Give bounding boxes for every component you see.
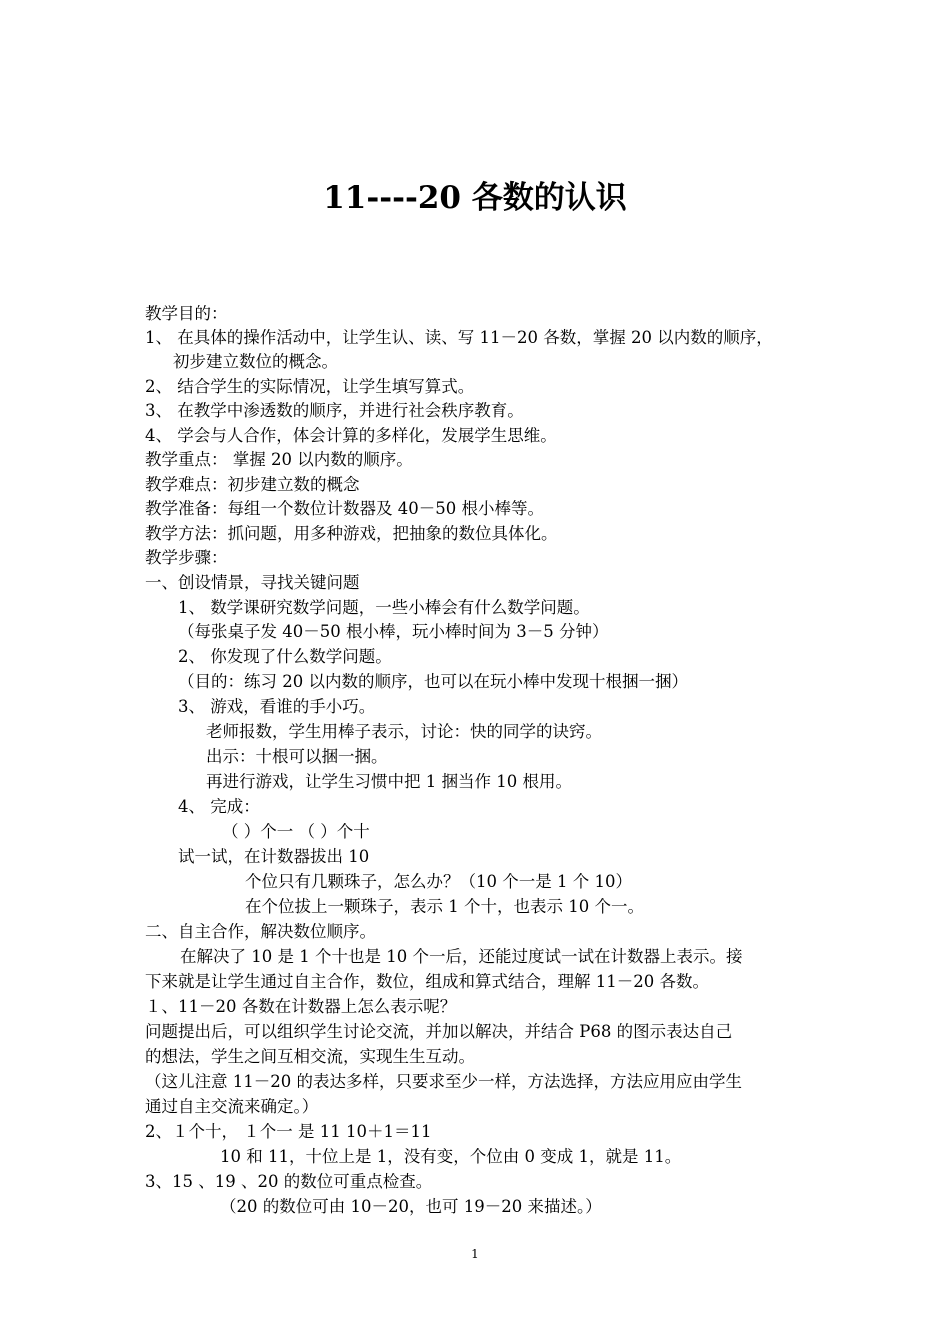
text-line: 3、15 、19 、20 的数位可重点检查。 — [145, 1172, 433, 1191]
text-line: 2、１个十， １个一 是 11 10＋1＝11 — [145, 1122, 432, 1141]
text-line: 2、 你发现了什么数学问题。 — [178, 647, 392, 666]
text-line: 教学难点：初步建立数的概念 — [145, 475, 360, 494]
text-line: 4、 学会与人合作，体会计算的多样化，发展学生思维。 — [145, 426, 557, 445]
text-line: （20 的数位可由 10－20，也可 19－20 来描述。） — [220, 1197, 602, 1216]
text-line: 一、创设情景，寻找关键问题 — [145, 573, 360, 592]
text-line: 二、自主合作，解决数位顺序。 — [145, 922, 376, 941]
text-line: 在个位拔上一颗珠子，表示 1 个十，也表示 10 个一。 — [245, 897, 644, 916]
text-line: （这儿注意 11－20 的表达多样，只要求至少一样，方法选择，方法应用应由学生 — [145, 1072, 742, 1091]
text-line: 老师报数，学生用棒子表示，讨论：快的同学的诀窍。 — [206, 722, 602, 741]
text-line: 的想法，学生之间互相交流，实现生生互动。 — [145, 1047, 475, 1066]
text-line: 4、 完成： — [178, 797, 260, 816]
text-line: 教学目的： — [145, 304, 228, 323]
text-line: 下来就是让学生通过自主合作，数位，组成和算式结合，理解 11－20 各数。 — [145, 972, 709, 991]
text-line: 教学步骤： — [145, 548, 228, 567]
text-line: 3、 在教学中渗透数的顺序，并进行社会秩序教育。 — [145, 401, 524, 420]
text-line: 1、 在具体的操作活动中，让学生认、读、写 11－20 各数，掌握 20 以内数的顺序， — [145, 328, 773, 347]
text-line: 3、 游戏，看谁的手小巧。 — [178, 697, 376, 716]
text-line: 再进行游戏，让学生习惯中把 1 捆当作 10 根用。 — [206, 772, 572, 791]
document-title: 11----20 各数的认识 — [323, 180, 627, 216]
text-line: 试一试，在计数器拔出 10 — [178, 847, 370, 866]
text-line: 教学方法：抓问题，用多种游戏，把抽象的数位具体化。 — [145, 524, 558, 543]
text-line: 1、 数学课研究数学问题，一些小棒会有什么数学问题。 — [178, 598, 590, 617]
text-line: 在解决了 10 是 1 个十也是 10 个一后，还能过度试一试在计数器上表示。接 — [180, 947, 743, 966]
text-line: １、11－20 各数在计数器上怎么表示呢？ — [145, 997, 457, 1016]
text-line: （ ）个一 （ ）个十 — [222, 822, 370, 841]
text-line: 初步建立数位的概念。 — [173, 352, 338, 371]
text-line: 出示：十根可以捆一捆。 — [206, 747, 388, 766]
text-line: 教学重点： 掌握 20 以内数的顺序。 — [145, 450, 413, 469]
text-line: （目的：练习 20 以内数的顺序，也可以在玩小棒中发现十根捆一捆） — [178, 672, 688, 691]
text-line: 问题提出后，可以组织学生讨论交流，并加以解决，并结合 P68 的图示表达自己 — [145, 1022, 733, 1041]
text-line: （每张桌子发 40－50 根小棒，玩小棒时间为 3－5 分钟） — [178, 622, 609, 641]
page-number: 1 — [471, 1247, 479, 1261]
text-line: 教学准备：每组一个数位计数器及 40－50 根小棒等。 — [145, 499, 544, 518]
text-line: 10 和 11，十位上是 1，没有变，个位由 0 变成 1，就是 11。 — [220, 1147, 682, 1166]
text-line: 通过自主交流来确定。） — [145, 1097, 319, 1116]
text-line: 2、 结合学生的实际情况，让学生填写算式。 — [145, 377, 475, 396]
text-line: 个位只有几颗珠子，怎么办？（10 个一是 1 个 10） — [245, 872, 632, 891]
